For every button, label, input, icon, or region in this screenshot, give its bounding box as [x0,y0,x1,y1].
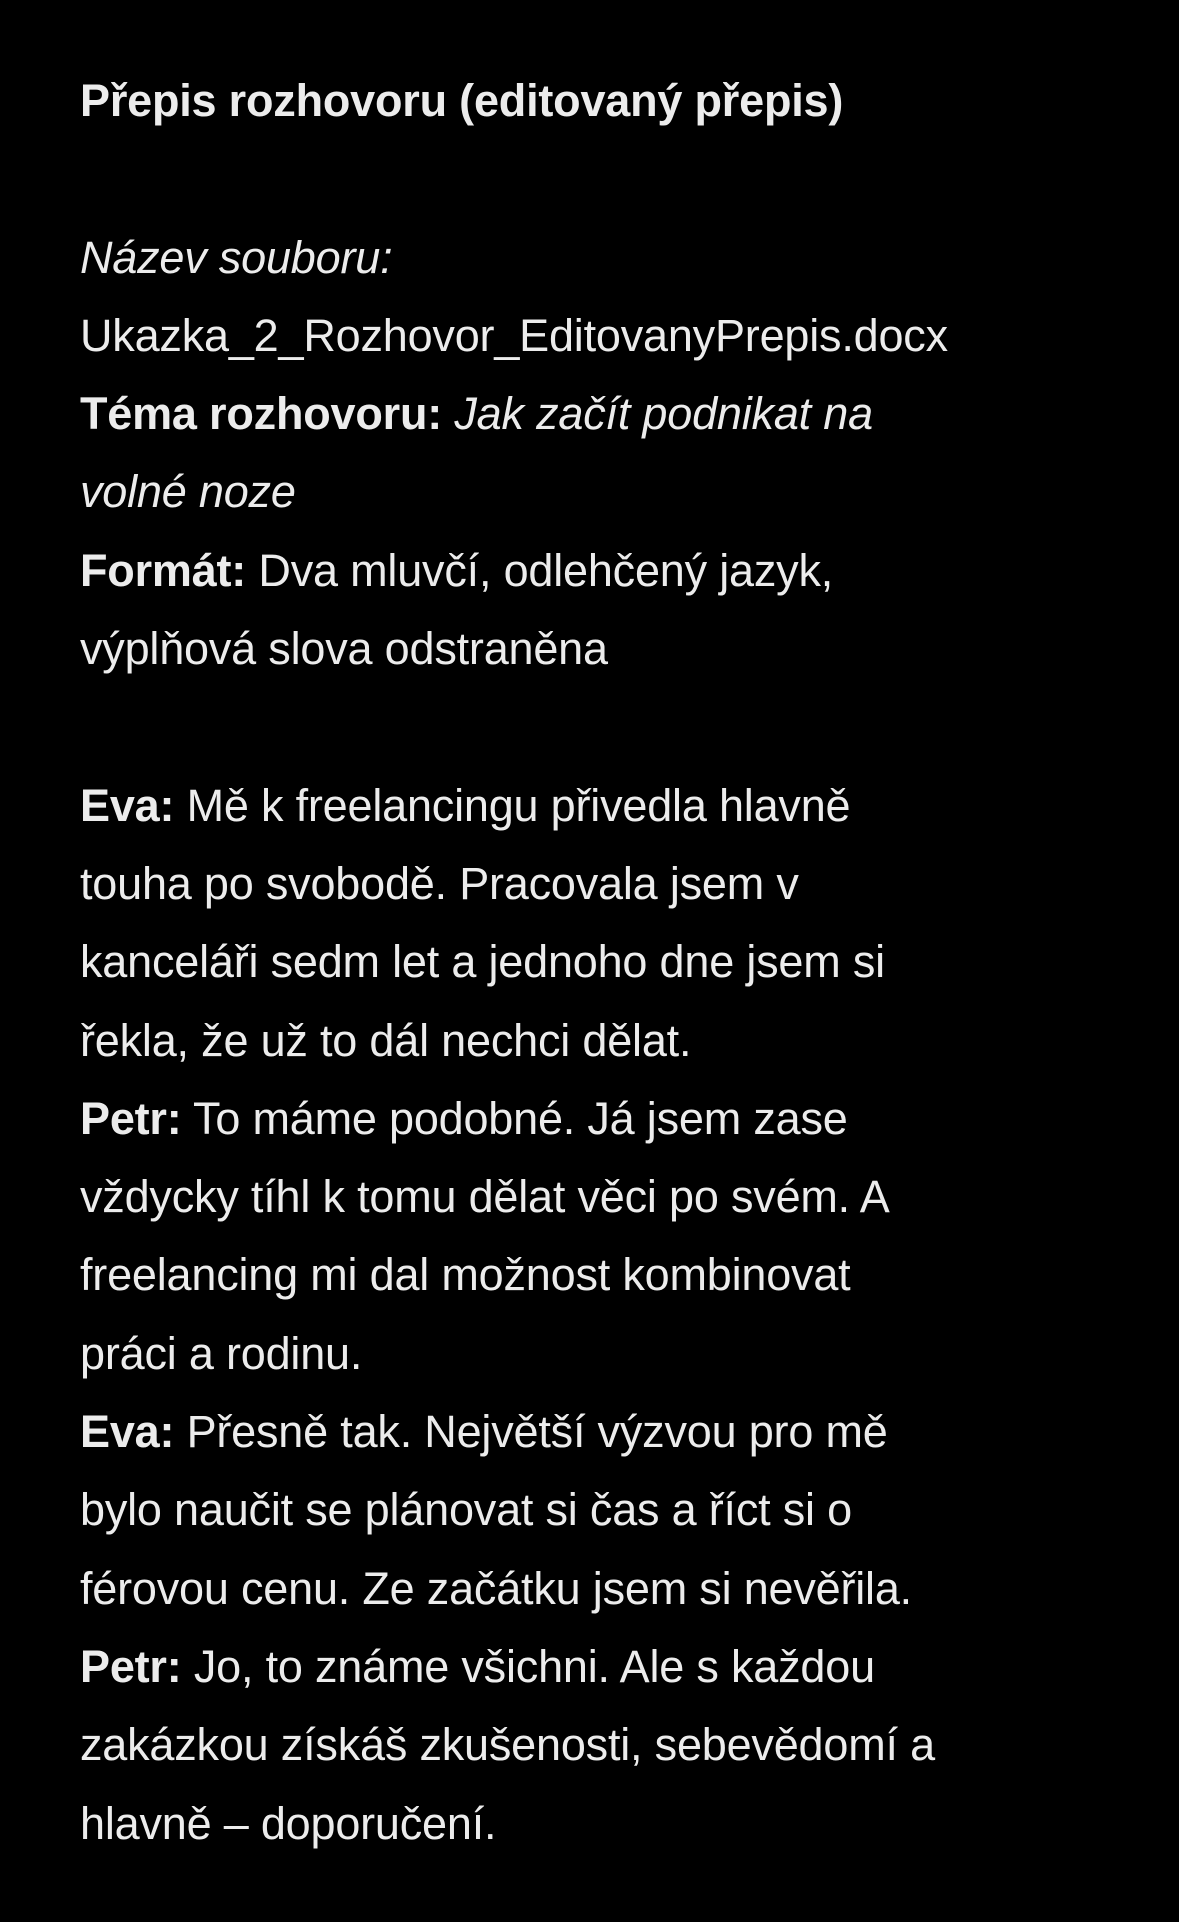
format-value: Dva mluvčí, odlehčený jazyk, [258,544,834,596]
metadata-block [80,219,1120,689]
spacer [80,688,1120,766]
topic-row [80,375,1120,453]
document-title: Přepis rozhovoru (editovaný přepis) [80,75,844,126]
spacer [80,140,1120,218]
utterance-text: bylo naučit se plánovat si čas a říct si o [80,1484,852,1536]
dialogue [80,767,1120,1863]
dialogue-line [80,1628,1120,1706]
utterance-text: Přesně tak. Největší výzvou pro mě [186,1406,888,1458]
speaker-label: Eva: [80,1406,175,1458]
utterance-text: hlavně – doporučení. [80,1797,497,1849]
utterance-text: férovou cenu. Ze začátku jsem si nevěřila. [80,1562,912,1614]
dialogue-line [80,1393,1120,1471]
filename-label: Název souboru: [80,231,393,283]
format-label: Formát: [80,544,247,596]
filename-value: Ukazka_2_Rozhovor_EditovanyPrepis.docx [80,309,948,361]
topic-value-continued: volné noze [80,466,296,518]
utterance-text: touha po svobodě. Pracovala jsem v [80,857,799,909]
speaker-label: Petr: [80,1092,182,1144]
transcript-document [80,62,1120,1863]
utterance-text: To máme podobné. Já jsem zase [193,1092,848,1144]
dialogue-turn [80,1080,1120,1393]
topic-value: Jak začít podnikat na [454,388,873,440]
speaker-label: Petr: [80,1640,182,1692]
utterance-text: práci a rodinu. [80,1327,363,1379]
utterance-text: freelancing mi dal možnost kombinovat [80,1249,851,1301]
speaker-label: Eva: [80,779,175,831]
dialogue-turn [80,1393,1120,1628]
topic-label: Téma rozhovoru: [80,388,443,440]
utterance-text: Mě k freelancingu přivedla hlavně [186,779,851,831]
utterance-text: zakázkou získáš zkušenosti, sebevědomí a [80,1719,935,1771]
dialogue-turn [80,1628,1120,1863]
dialogue-line [80,767,1120,845]
utterance-text: kanceláři sedm let a jednoho dne jsem si [80,936,885,988]
dialogue-line [80,1080,1120,1158]
format-value-continued: výplňová slova odstraněna [80,623,608,675]
utterance-text: řekla, že už to dál nechci dělat. [80,1014,692,1066]
format-row [80,532,1120,610]
utterance-text: vždycky tíhl k tomu dělat věci po svém. A [80,1171,890,1223]
utterance-text: Jo, to známe všichni. Ale s každou [193,1640,875,1692]
dialogue-turn [80,767,1120,1080]
